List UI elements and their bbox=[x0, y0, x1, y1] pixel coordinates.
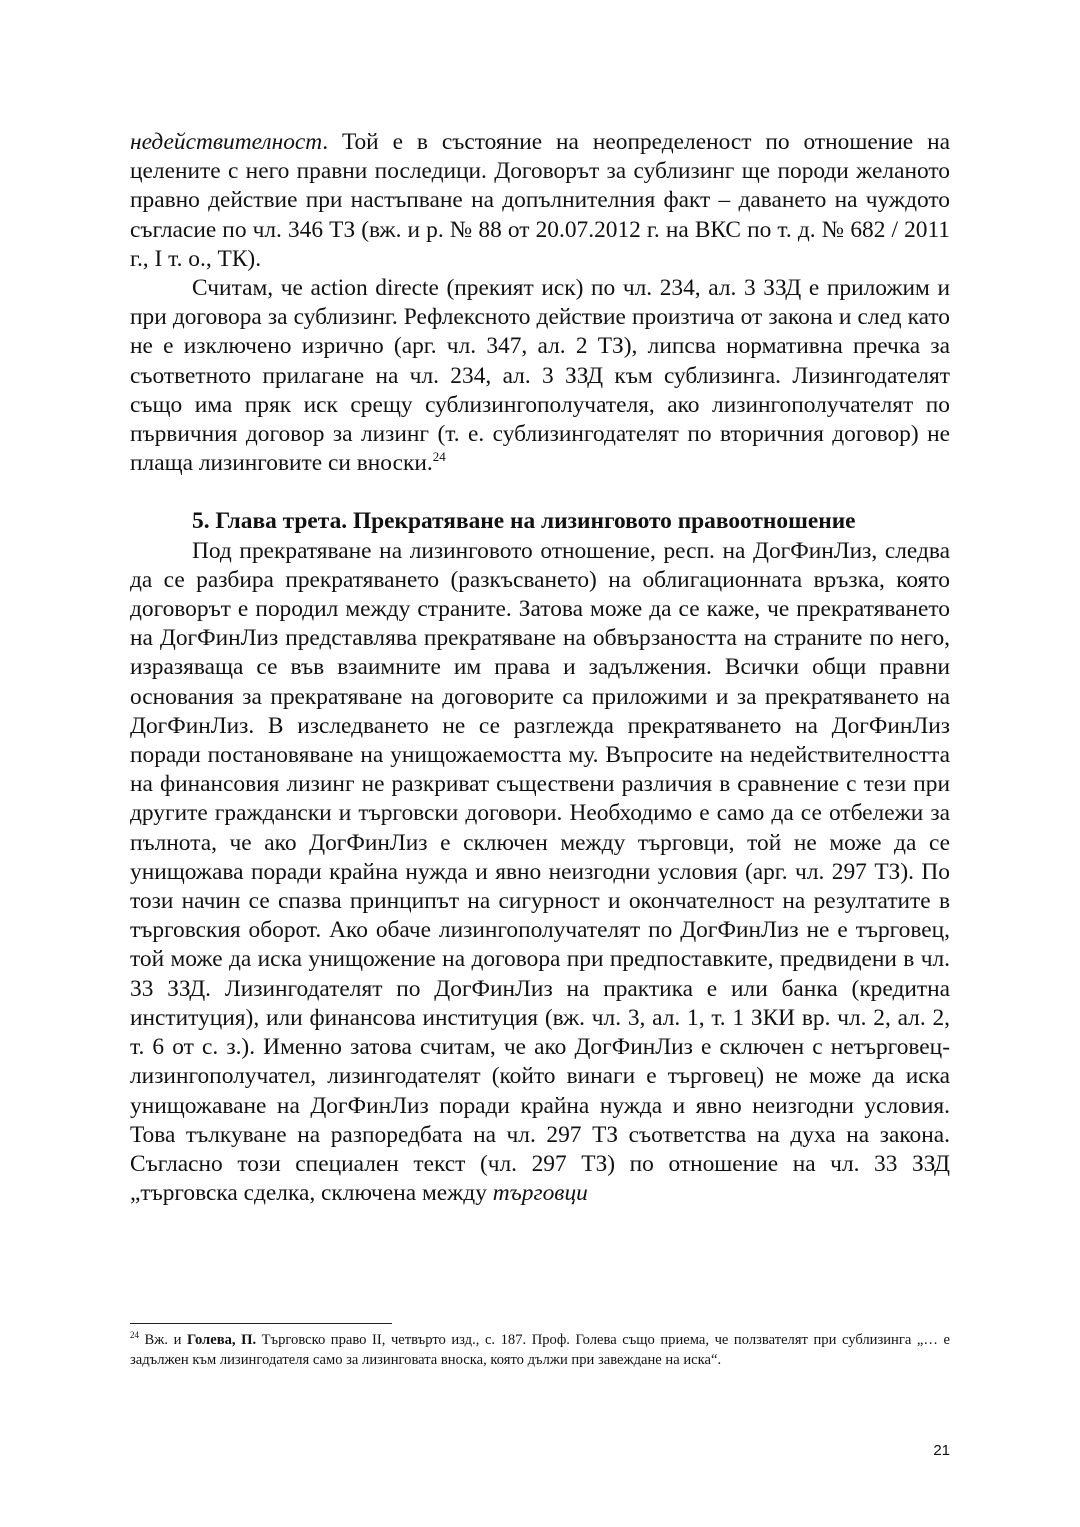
footnote-number: 24 bbox=[130, 1330, 139, 1341]
paragraph-text: Считам, че action directe (прекият иск) по чл. 234, ал. 3 ЗЗД е приложим и при договора за сублизинг. Рефлексното действие произтича от закона и след като не е изключено изрично (арг. чл. 347, ал. 2 ТЗ), липсва нормативна пречка за съответното прилагане на чл. 234, ал. 3 ЗЗД към сублизинга. Лизингодателят също има пряк иск срещу сублизингополучателя, ако лизингополучателят по първичния договор за лизинг (т. е. сублизингодателят по вторичния договор) не плаща лизинговите си вноски. bbox=[130, 275, 950, 477]
section-heading: 5. Глава трета. Прекратяване на лизинговото правоотношение bbox=[192, 508, 856, 535]
paragraph-text: Под прекратяване на лизинговото отношение, респ. на ДогФинЛиз, следва да се разбира прекратяването (разкъсването) на облигационната връзка, която договорът е породил между страните. Затова може да се каже, че прекратяването на ДогФинЛиз представлява прекратяване на обвързаността на страните по него, изразяваща се във взаимните им права и задължения. Всички общи правни основания за прекратяване на договорите са приложими и за прекратяването на ДогФинЛиз. В изследването не се разглежда прекратяването на ДогФинЛиз поради постановяване на унищожаемостта му. Въпросите на недействителността на финансовия лизинг не разкриват съществени различия в сравнение с тези при другите граждански и търговски договори. Необходимо е само да се отбележи за пълнота, че ако ДогФинЛиз е сключен между търговци, той не може да се унищожава поради крайна нужда и явно неизгодни условия (арг. чл. 297 ТЗ). По този начин се спазва принципът на сигурност и окончателност на резултатите в търговския оборот. Ако обаче лизингополучателят по ДогФинЛиз не е търговец, той може да иска унищожение на договора при предпоставките, предвидени в чл. 33 ЗЗД. Лизингодателят по ДогФинЛиз на практика е или банка (кредитна институция), или финансова институция (вж. чл. 3, ал. 1, т. 1 ЗКИ вр. чл. 2, ал. 2, т. 6 от с. з.). Именно затова считам, че ако ДогФинЛиз е сключен с нетърговец-лизингополучател, лизингодателят (който винаги е търговец) не може да иска унищожаване на ДогФинЛиз поради крайна нужда и явно неизгодни условия. Това тълкуване на разпоредбата на чл. 297 ТЗ съответства на духа на закона. Съгласно този специален текст (чл. 297 ТЗ) по отношение на чл. 33 ЗЗД „търговска сделка, сключена между bbox=[130, 537, 950, 1207]
footnote-separator bbox=[130, 1323, 392, 1324]
italic-term: недействителност bbox=[130, 129, 323, 155]
paragraph-continuation bbox=[130, 128, 950, 274]
paragraph-action-directe bbox=[130, 274, 950, 478]
footnote-reference[interactable]: 24 bbox=[432, 449, 446, 465]
italic-term: търговци bbox=[492, 1180, 588, 1207]
footnote-text: Търговско право II, четвърто изд., с. 187. Проф. Голева също приема, че ползвателят при сублизинга „… е задължен към лизингодателя само за лизинговата вноска, която дължи при завеждане на иска“. bbox=[130, 1332, 950, 1368]
page-number: 21 bbox=[933, 1442, 950, 1459]
footnote-author: Голева, П. bbox=[186, 1332, 257, 1348]
footnote-prefix: Вж. и bbox=[139, 1332, 187, 1348]
paragraph-termination bbox=[130, 537, 950, 1209]
main-text bbox=[130, 128, 950, 1208]
paragraph-text: . Той е в състояние на неопределеност по отношение на целените с него правни последици. Договорът за сублизинг ще породи желаното правно действие при настъпване на допълнителния факт – даването на чуждото съгласие по чл. 346 ТЗ (вж. и р. № 88 от 20.07.2012 г. на ВКС по т. д. № 682 / 2011 г., I т. о., ТК). bbox=[130, 129, 950, 272]
footnote bbox=[130, 1331, 950, 1370]
